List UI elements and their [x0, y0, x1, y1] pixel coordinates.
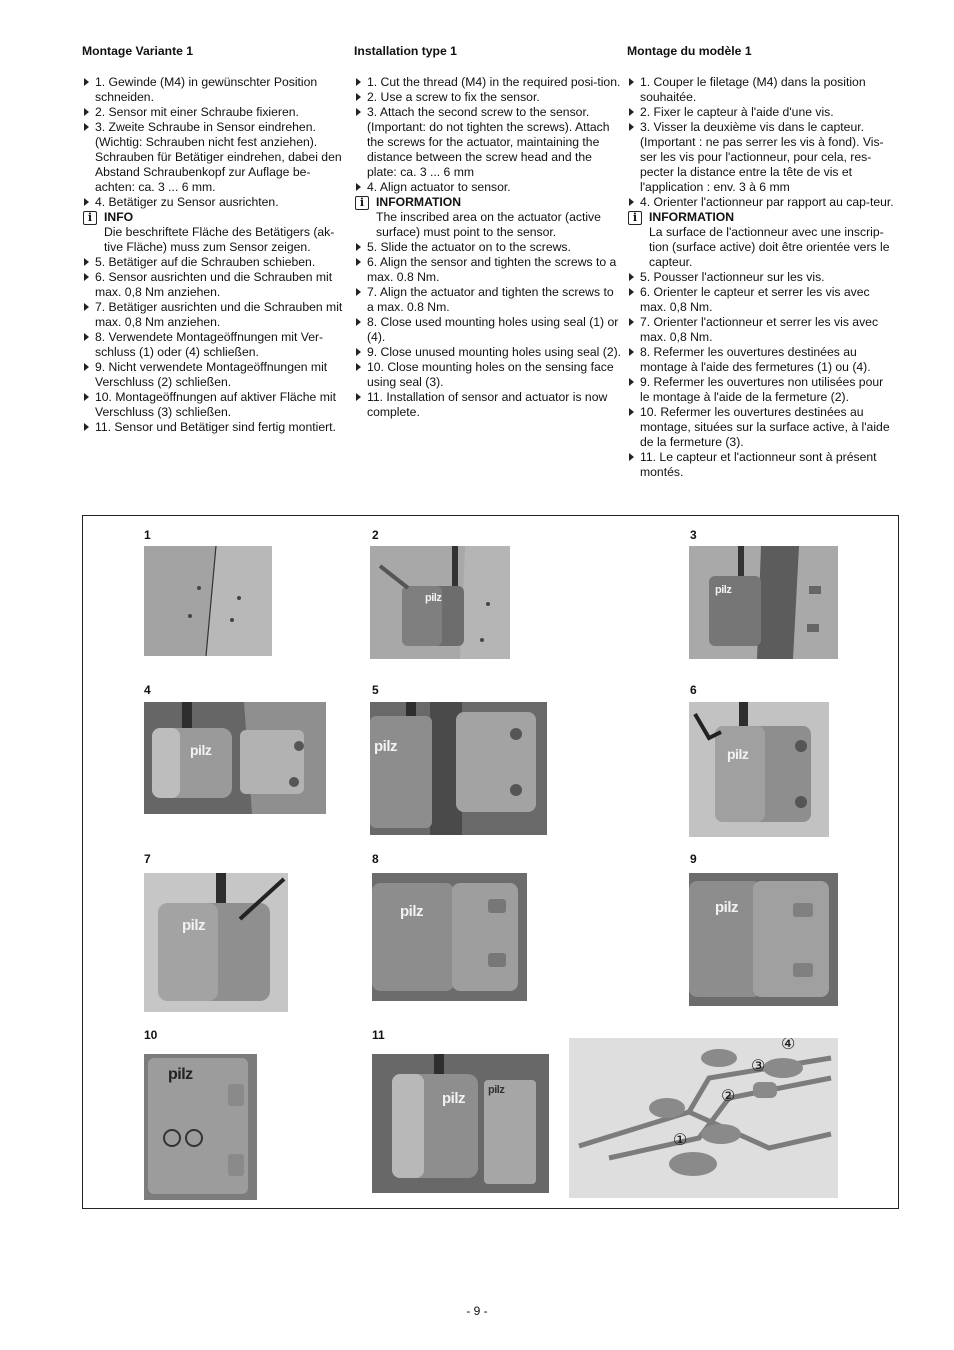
figure-9-image	[689, 873, 838, 1006]
seal-sprue-drawing	[569, 1038, 838, 1198]
figure-label-9: 9	[690, 852, 697, 866]
instruction-step: 6. Sensor ausrichten und die Schrauben mit max. 0,8 Nm anziehen.	[82, 270, 350, 300]
instruction-step: 4. Orienter l'actionneur par rapport au cap-teur.	[627, 195, 895, 210]
instruction-step: 6. Align the sensor and tighten the screws to a max. 0.8 Nm.	[354, 255, 622, 285]
info-icon: i	[628, 211, 642, 225]
instruction-step: 5. Betätiger auf die Schrauben schieben.	[82, 255, 350, 270]
instruction-step: 2. Use a screw to fix the sensor.	[354, 90, 622, 105]
close-mounting-holes-drawing	[372, 873, 527, 1001]
instruction-step: 9. Refermer les ouvertures non utilisées pour le montage à l'aide de la fermeture (2).	[627, 375, 895, 405]
figure-3-image	[689, 546, 838, 659]
instruction-step: 11. Installation of sensor and actuator is now complete.	[354, 390, 622, 420]
brand-logo: pilz	[715, 584, 732, 596]
instruction-step: 9. Nicht verwendete Montageöffnungen mit Verschluss (2) schließen.	[82, 360, 350, 390]
info-title: INFORMATION	[649, 210, 735, 224]
instruction-step: 4. Align actuator to sensor.	[354, 180, 622, 195]
column-de	[82, 44, 350, 435]
installation-complete-drawing	[372, 1054, 549, 1193]
seal-label-2: ②	[721, 1088, 736, 1105]
seal-label-3: ③	[751, 1058, 766, 1075]
figure-label-5: 5	[372, 683, 379, 697]
wall-plate-drawing	[144, 546, 272, 656]
figure-6-image	[689, 702, 829, 837]
brand-logo: pilz	[182, 917, 205, 934]
instruction-step: 8. Close used mounting holes using seal (1) or (4).	[354, 315, 622, 345]
figure-8-image	[372, 873, 527, 1001]
seal-sprue-image	[569, 1038, 838, 1198]
figure-label-7: 7	[144, 852, 151, 866]
instruction-step: 11. Sensor und Betätiger sind fertig montiert.	[82, 420, 350, 435]
active-surface-seals-drawing	[144, 1054, 257, 1200]
instruction-step: 2. Sensor mit einer Schraube fixieren.	[82, 105, 350, 120]
info-text: Die beschriftete Fläche des Betätigers (ak-tive Fläche) muss zum Sensor zeigen.	[104, 225, 335, 254]
instruction-step: 1. Couper le filetage (M4) dans la position souhaitée.	[627, 75, 895, 105]
instruction-step: 3. Visser la deuxième vis dans le capteur. (Important : ne pas serrer les vis à fond). Vis-ser les vis pour l'actionneur, pour cela, res-pecter la distance entre la tête de vis et l'application : env. 3 à 6 mm	[627, 120, 895, 195]
figure-2-image	[370, 546, 510, 659]
figure-10-image	[144, 1054, 257, 1200]
instruction-step: 2. Fixer le capteur à l'aide d'une vis.	[627, 105, 895, 120]
instruction-step: 4. Betätiger zu Sensor ausrichten.	[82, 195, 350, 210]
figure-label-3: 3	[690, 528, 697, 542]
figure-5-image	[370, 702, 547, 835]
column-fr	[627, 44, 895, 480]
info-title: INFO	[104, 210, 134, 224]
info-icon: i	[83, 211, 97, 225]
brand-logo: pilz	[425, 592, 442, 604]
tighten-sensor-drawing	[689, 702, 829, 837]
instruction-step: 1. Gewinde (M4) in gewünschter Position schneiden.	[82, 75, 350, 105]
column-en	[354, 44, 622, 420]
instruction-step: 3. Zweite Schraube in Sensor eindrehen. (Wichtig: Schrauben nicht fest anziehen). Schrauben für Betätiger eindrehen, dabei den Abstand Schraubenkopf zur Auflage be-achten: ca. 3 ... 6 mm.	[82, 120, 350, 195]
instruction-step: 1. Cut the thread (M4) in the required posi-tion.	[354, 75, 622, 90]
instruction-step: 7. Align the actuator and tighten the screws to a max. 0.8 Nm.	[354, 285, 622, 315]
brand-logo: pilz	[488, 1084, 505, 1096]
brand-logo: pilz	[168, 1066, 193, 1083]
figure-label-8: 8	[372, 852, 379, 866]
instruction-step: 9. Close unused mounting holes using seal (2).	[354, 345, 622, 360]
sensor-two-screws-drawing	[689, 546, 838, 659]
info-note	[354, 195, 622, 240]
instruction-step: 6. Orienter le capteur et serrer les vis avec max. 0,8 Nm.	[627, 285, 895, 315]
brand-logo: pilz	[727, 746, 749, 762]
instruction-step: 3. Attach the second screw to the sensor. (Important: do not tighten the screws). Attach the screws for the actuator, maintaining the distance between the screw head and the plate: ca. 3 ... 6 mm	[354, 105, 622, 180]
figure-label-11: 11	[372, 1028, 385, 1042]
sensor-actuator-align-drawing	[144, 702, 326, 814]
installation-figures	[82, 515, 899, 1209]
brand-logo: pilz	[400, 903, 423, 920]
figure-7-image	[144, 873, 288, 1012]
instruction-step: 10. Close mounting holes on the sensing face using seal (3).	[354, 360, 622, 390]
figure-11-image	[372, 1054, 549, 1193]
figure-label-1: 1	[144, 528, 151, 542]
instruction-step: 7. Betätiger ausrichten und die Schrauben mit max. 0,8 Nm anziehen.	[82, 300, 350, 330]
section-title: Montage Variante 1	[82, 44, 194, 58]
seal-label-4: ④	[781, 1038, 796, 1053]
section-title: Montage du modèle 1	[627, 44, 752, 58]
figure-label-2: 2	[372, 528, 379, 542]
info-note	[627, 210, 895, 270]
instruction-step: 10. Refermer les ouvertures destinées au montage, situées sur la surface active, à l'aide de la fermeture (3).	[627, 405, 895, 450]
brand-logo: pilz	[374, 738, 397, 755]
info-text: La surface de l'actionneur avec une inscrip-tion (surface active) doit être orientée vers le capteur.	[649, 225, 890, 269]
info-note	[82, 210, 350, 255]
brand-logo: pilz	[715, 899, 738, 916]
info-icon: i	[355, 196, 369, 210]
instruction-step: 11. Le capteur et l'actionneur sont à présent montés.	[627, 450, 895, 480]
instruction-step: 8. Verwendete Montageöffnungen mit Ver-schluss (1) oder (4) schließen.	[82, 330, 350, 360]
instruction-step: 10. Montageöffnungen auf aktiver Fläche mit Verschluss (3) schließen.	[82, 390, 350, 420]
page-number: - 9 -	[466, 1304, 488, 1318]
seal-label-1: ①	[673, 1132, 688, 1149]
instruction-step: 5. Pousser l'actionneur sur les vis.	[627, 270, 895, 285]
actuator-on-screws-drawing	[370, 702, 547, 835]
figure-1-image	[144, 546, 272, 656]
figure-label-10: 10	[144, 1028, 158, 1042]
tighten-actuator-drawing	[144, 873, 288, 1012]
instruction-step: 7. Orienter l'actionneur et serrer les vis avec max. 0,8 Nm.	[627, 315, 895, 345]
instruction-step: 8. Refermer les ouvertures destinées au montage à l'aide des fermetures (1) ou (4).	[627, 345, 895, 375]
brand-logo: pilz	[442, 1090, 465, 1107]
info-text: The inscribed area on the actuator (active surface) must point to the sensor.	[376, 210, 601, 239]
brand-logo: pilz	[190, 742, 212, 758]
figure-4-image	[144, 702, 326, 814]
instruction-step: 5. Slide the actuator on to the screws.	[354, 240, 622, 255]
close-unused-holes-drawing	[689, 873, 838, 1006]
info-title: INFORMATION	[376, 195, 462, 209]
figure-label-4: 4	[144, 683, 151, 697]
figure-label-6: 6	[690, 683, 697, 697]
section-title: Installation type 1	[354, 44, 457, 58]
